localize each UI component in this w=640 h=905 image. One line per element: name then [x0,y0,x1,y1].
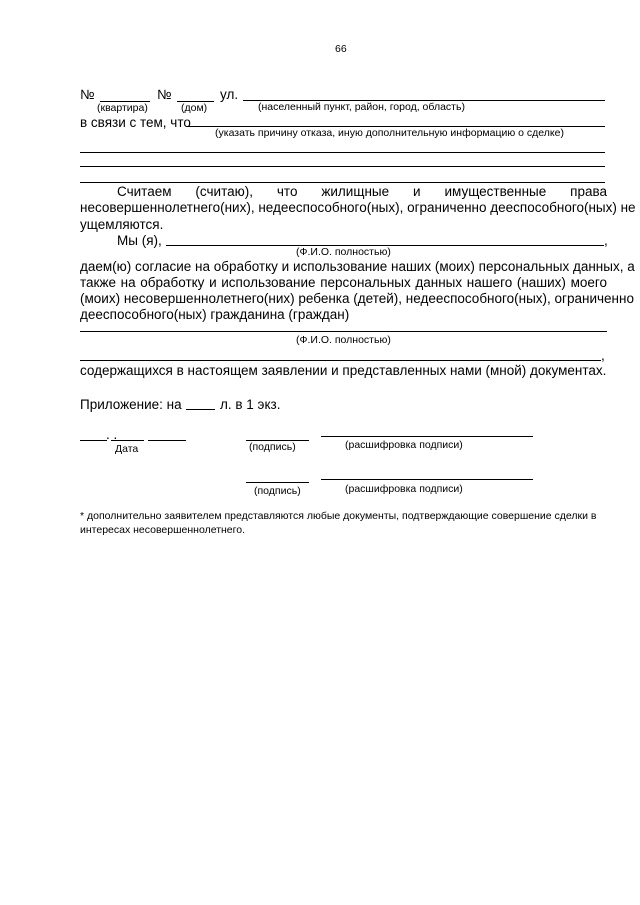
page-number: 66 [335,43,347,55]
date-hint: Дата [115,443,139,455]
footnote-line-1: * дополнительно заявителем представляются любые документы, подтверждающие совершение сделки в [80,510,597,522]
reason-line-2[interactable] [80,152,605,153]
date-year-field[interactable] [148,440,186,441]
transcript-field-1[interactable] [321,436,533,437]
house-number-label: № [157,87,172,102]
fio-comma-2: , [601,348,605,363]
transcript-field-2[interactable] [321,479,533,480]
consent-line-2: также на обработку и использование персональных данных нашего (наших) моего [80,275,607,290]
date-day-field[interactable] [80,440,107,441]
apartment-hint: (квартира) [97,102,148,114]
consent-line-4: дееспособного(ных) гражданина (граждан) [80,307,350,322]
fio-field-3[interactable] [80,360,601,361]
fio-hint-2: (Ф.И.О. полностью) [296,334,391,346]
consent-line-3: (моих) несовершеннолетнего(них) ребенка (детей), недееспособного(ных), ограниченно [80,291,634,306]
attachment-pages-field[interactable] [186,409,215,410]
transcript-hint-1: (расшифровка подписи) [345,439,463,451]
footnote-line-2: интересах несовершеннолетнего. [80,524,246,536]
signature-field-2[interactable] [246,482,309,483]
apartment-number-label: № [80,87,95,102]
statement-line-1: Считаем (считаю), что жилищные и имущественные права [117,184,607,199]
fio-field-2[interactable] [80,331,607,332]
statement-line-3: ущемляются. [80,217,164,232]
attachment-suffix: л. в 1 экз. [220,397,281,412]
date-separators: . . [106,427,118,442]
fio-comma: , [604,233,608,248]
transcript-hint-2: (расшифровка подписи) [345,483,463,495]
street-label: ул. [220,87,239,102]
attachment-prefix: Приложение: на [80,397,182,412]
reason-line-3[interactable] [80,166,605,167]
consent-line-1: даем(ю) согласие на обработку и использование наших (моих) персональных данных, а [80,259,635,274]
consent-closing: содержащихся в настоящем заявлении и представленных нами (мной) документах. [80,363,607,378]
locality-hint: (населенный пункт, район, город, область) [258,101,465,113]
fio-hint: (Ф.И.О. полностью) [296,246,391,258]
statement-line-2: несовершеннолетнего(них), недееспособного(ных), ограниченно дееспособного(ных) не [80,200,636,215]
reason-line-4[interactable] [80,182,605,183]
reason-label: в связи с тем, что [80,115,191,130]
signature-hint-2: (подпись) [254,485,301,497]
we-label: Мы (я), [117,233,162,248]
reason-hint: (указать причину отказа, иную дополнительную информацию о сделке) [215,127,564,139]
house-hint: (дом) [181,102,208,114]
signature-hint-1: (подпись) [249,441,296,453]
